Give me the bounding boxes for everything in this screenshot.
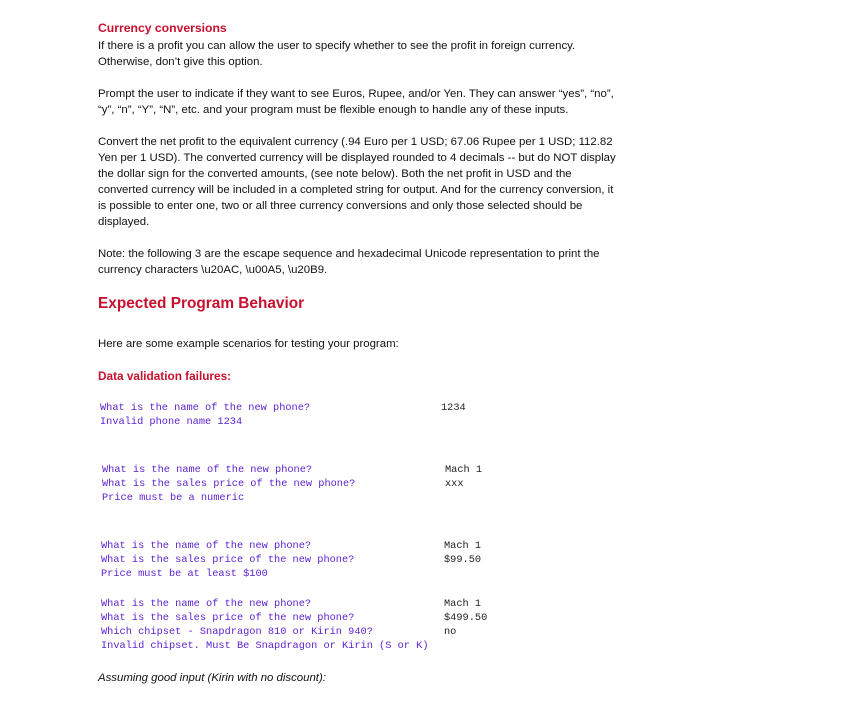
currency-p1-line1: If there is a profit you can allow the user to specify whether to see the profit in foreign currency. bbox=[98, 40, 576, 52]
currency-p2-line2: “y”, “n”, “Y”, “N”, etc. and your program must be flexible enough to handle any of these inputs. bbox=[98, 104, 569, 116]
console-line: Invalid phone name 1234 bbox=[100, 416, 243, 428]
currency-p3-line1: Convert the net profit to the equivalent currency (.94 Euro per 1 USD; 67.06 Rupee per 1 USD; 112.82 bbox=[98, 136, 613, 148]
console-line: Invalid chipset. Must Be Snapdragon or Kirin (S or K) bbox=[101, 640, 429, 652]
assume-good-input: Assuming good input (Kirin with no discount): bbox=[98, 672, 326, 684]
currency-p3-line3: the dollar sign for the converted amounts, (see note below). Both the net profit in USD and the bbox=[98, 168, 572, 180]
console-line: What is the sales price of the new phone? bbox=[101, 554, 355, 566]
console-input: 1234 bbox=[441, 402, 466, 414]
console-line: What is the sales price of the new phone? bbox=[102, 478, 356, 490]
console-line: What is the name of the new phone? bbox=[101, 540, 312, 552]
currency-note-line1: Note: the following 3 are the escape sequence and hexadecimal Unicode representation to print the bbox=[98, 248, 600, 260]
currency-p3-line2: Yen per 1 USD). The converted currency will be displayed rounded to 4 decimals -- but do NOT display bbox=[98, 152, 616, 164]
console-line: What is the name of the new phone? bbox=[101, 598, 312, 610]
console-input: Mach 1 bbox=[444, 540, 482, 552]
console-input: Mach 1 bbox=[444, 598, 482, 610]
console-input: $499.50 bbox=[444, 612, 488, 624]
console-line: What is the name of the new phone? bbox=[100, 402, 311, 414]
expected-intro: Here are some example scenarios for testing your program: bbox=[98, 338, 399, 350]
console-input: no bbox=[444, 626, 457, 638]
console-line: What is the sales price of the new phone? bbox=[101, 612, 355, 624]
validation-heading: Data validation failures: bbox=[98, 369, 232, 383]
console-input: xxx bbox=[445, 478, 464, 490]
console-line: Price must be a numeric bbox=[102, 492, 245, 504]
console-input: $99.50 bbox=[444, 554, 482, 566]
expected-behavior-heading: Expected Program Behavior bbox=[98, 295, 305, 312]
console-line: Which chipset - Snapdragon 810 or Kirin 940? bbox=[101, 626, 373, 638]
console-line: Price must be at least $100 bbox=[101, 568, 268, 580]
currency-p2-line1: Prompt the user to indicate if they want to see Euros, Rupee, and/or Yen. They can answer “yes”, “no”, bbox=[98, 88, 614, 100]
console-input: Mach 1 bbox=[445, 464, 483, 476]
currency-p3-line4: converted currency will be included in a completed string for output. And for the currency conversion, it bbox=[98, 184, 614, 196]
console-line: What is the name of the new phone? bbox=[102, 464, 313, 476]
currency-p3-line5: is possible to enter one, two or all three currency conversions and only those selected should be bbox=[98, 200, 583, 212]
currency-p1-line2: Otherwise, don’t give this option. bbox=[98, 56, 263, 68]
currency-heading: Currency conversions bbox=[98, 21, 227, 35]
currency-note-line2: currency characters \u20AC, \u00A5, \u20B9. bbox=[98, 264, 328, 276]
currency-p3-line6: displayed. bbox=[98, 216, 150, 228]
